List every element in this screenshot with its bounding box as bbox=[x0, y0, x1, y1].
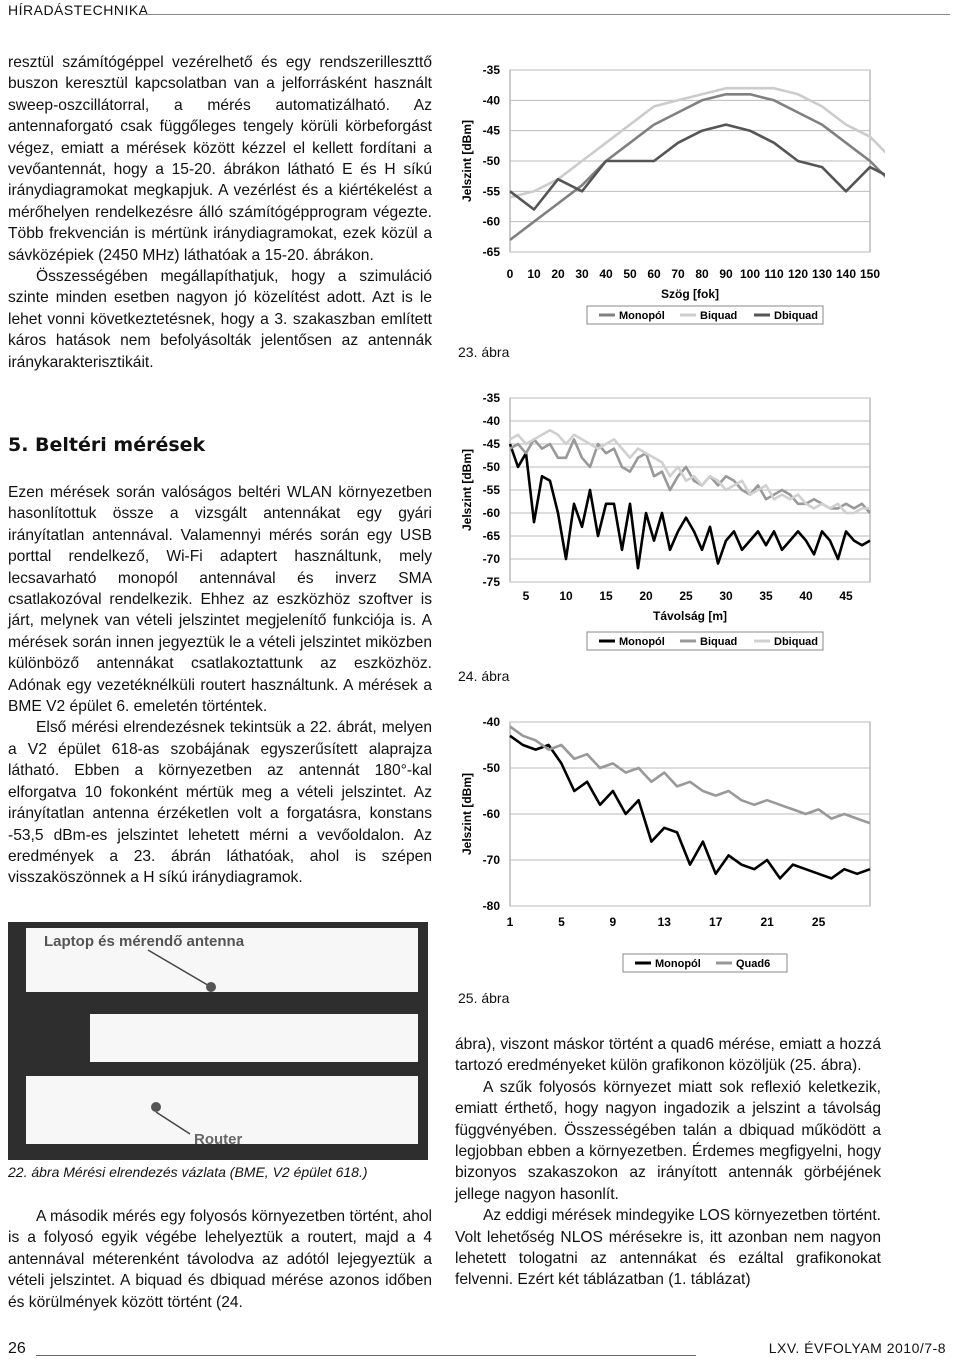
figure-24-caption: 24. ábra bbox=[458, 668, 510, 684]
header-rule bbox=[140, 14, 950, 15]
x-tick-label: 5 bbox=[522, 589, 530, 603]
y-axis-label: Jelszint [dBm] bbox=[460, 119, 474, 203]
right-text bbox=[455, 1034, 881, 1291]
x-tick-label: 45 bbox=[839, 589, 853, 603]
chart-24 bbox=[455, 388, 885, 658]
x-tick-label: 30 bbox=[719, 589, 733, 603]
chart-23-svg bbox=[455, 60, 885, 340]
router-label: Router bbox=[194, 1131, 243, 1148]
laptop-marker bbox=[206, 982, 216, 992]
paragraph-5: A második mérés egy folyosós környezetben történt, ahol is a folyosó egyik végébe lehelyeztük a routert, majd a 4 antennával méterenként távolodva az adótól lejegyeztük a vételi jelszintet. A biquad és dbiquad mérése azonos időben és körülmények között történt (24. bbox=[8, 1208, 432, 1311]
legend-entry: Dbiquad bbox=[774, 310, 818, 322]
x-tick-label: 80 bbox=[695, 267, 709, 281]
legend-entry: Monopól bbox=[655, 958, 701, 970]
x-tick-label: 1 bbox=[506, 915, 514, 929]
y-tick-label: -45 bbox=[482, 123, 500, 138]
x-tick-label: 40 bbox=[599, 267, 613, 281]
y-tick-label: -65 bbox=[482, 529, 500, 543]
section-header: HÍRADÁSTECHNIKA bbox=[8, 2, 149, 18]
y-axis-label: Jelszint [dBm] bbox=[460, 448, 474, 532]
y-tick-label: -50 bbox=[482, 761, 500, 775]
paragraph-1: resztül számítógéppel vezérelhető és egy rendszerilleszttő buszon keresztül kapcsolatban van a jelforrásként használt sweep-oszcillátorral, a mérés automatizálható. Az antennaforgató csak függőleges tengely körüli körbeforgást végez, emiatt a mérések között kézzel el kellett fordítani a vevőantennát, hogy a 15-20. ábrákon látható E és H síkú iránydiagramokat megkapjuk. A vezérlést és a kiértékelést a mérőhelyen rendelkezésre álló számítógépprogram végezte. Több frekvencián is mértünk iránydiagramokat, ezek közül a sávközépiek (2450 MHz) láthatóak a 15-20. ábrákon. bbox=[8, 54, 432, 264]
section-text bbox=[8, 482, 432, 889]
y-tick-label: -40 bbox=[482, 93, 500, 108]
page-number: 26 bbox=[8, 1340, 26, 1357]
legend-entry: Quad6 bbox=[736, 958, 771, 970]
y-tick-label: -35 bbox=[482, 63, 500, 77]
x-tick-label: 70 bbox=[671, 267, 685, 281]
closing-left-text bbox=[8, 1206, 432, 1313]
x-tick-label: 25 bbox=[679, 589, 693, 603]
section-title: 5. Beltéri mérések bbox=[8, 434, 206, 456]
x-tick-label: 90 bbox=[719, 267, 733, 281]
x-tick-label: 30 bbox=[575, 267, 589, 281]
y-tick-label: -60 bbox=[482, 506, 500, 520]
y-tick-label: -75 bbox=[482, 575, 500, 589]
chart-25-svg bbox=[455, 704, 885, 982]
legend-entry: Monopól bbox=[619, 310, 665, 322]
paragraph-4: Első mérési elrendezésnek tekintsük a 22. ábrát, melyen a V2 épület 618-as szobájának egyszerűsített alaprajza látható. Ebben a környezetben az antennát 180°-kal elforgatva 10 fokonként mértük meg a vételi jelszintet. Az irányítatlan antenna érzéketlen volt a forgatásra, konstans -53,5 dBm-es jelszintet lehetett mérni a vevőoldalon. Az eredmények a 23. ábrán láthatóak, ahol is szépen visszaköszönnek a H síkú iránydiagramok. bbox=[8, 719, 432, 887]
y-tick-label: -80 bbox=[482, 899, 500, 913]
paragraph-3: Ezen mérések során valóságos beltéri WLAN környezetben hasonlítottuk össze a vizsgált antennákat egy gyári irányítatlan antennával. Valamennyi mérés során egy USB porttal rendelkező, Wi-Fi adaptert használtunk, mely lecsavarható monopól antennával és inverz SMA csatlakozóval rendelkezik. Ehhez az eszközhöz szoftver is járt, melynek van vételi jelszintet megjelenítő funkciója is. A mérések során innen jegyeztük le a vételi jelszintet miközben különböző antennákat csatlakoztattunk az eszközhöz. Adónak egy vezetéknélküli routert használtunk. A mérések a BME V2 épület 6. emeletén történtek. bbox=[8, 484, 432, 716]
chart-24-svg bbox=[455, 388, 885, 658]
x-tick-label: 10 bbox=[559, 589, 573, 603]
x-tick-label: 20 bbox=[551, 267, 565, 281]
x-tick-label: 10 bbox=[527, 267, 541, 281]
x-axis-label: Szög [fok] bbox=[661, 287, 719, 301]
paragraph-8: Az eddigi mérések mindegyike LOS környezetben történt. Volt lehetőség NLOS mérésekre is, itt azonban nem nagyon lehetett tologatni az antennákat és ezáltal grafikonokat felvenni. Ezért két táblázatban (1. táblázat) bbox=[455, 1207, 881, 1289]
x-tick-label: 17 bbox=[709, 915, 723, 929]
x-tick-label: 13 bbox=[657, 915, 671, 929]
floor-plan-figure bbox=[8, 922, 428, 1160]
x-tick-label: 25 bbox=[811, 915, 826, 929]
figure-25-caption: 25. ábra bbox=[458, 990, 510, 1006]
legend-entry: Dbiquad bbox=[774, 636, 818, 648]
footer-rule bbox=[36, 1355, 696, 1356]
x-tick-label: 21 bbox=[760, 915, 774, 929]
y-tick-label: -45 bbox=[482, 437, 500, 451]
x-tick-label: 0 bbox=[506, 267, 514, 281]
paragraph-7: A szűk folyosós környezet miatt sok reflexió keletkezik, emiatt érthető, hogy nagyon ingadozik a jelszint a távolság függvényében. Összességében talán a dbiquad működött a legjobban ebben a környezetben. Érdemes megfigyelni, hogy bizonyos szakaszokon az irányított antennák görbéjének jellege nagyon hasonlít. bbox=[455, 1078, 881, 1203]
paragraph-2: Összességében megállapíthatjuk, hogy a szimuláció szinte minden esetben nagyon jó közelítést adott. Azt is le lehet vonni következtetésnek, hogy a 3. szakaszban említett káros hatások nem befolyásolták jelentősen az antennák iránykarakterisztikáit. bbox=[8, 268, 432, 371]
y-tick-label: -55 bbox=[482, 483, 500, 497]
y-tick-label: -50 bbox=[482, 154, 500, 168]
x-tick-label: 35 bbox=[759, 589, 773, 603]
router-marker bbox=[151, 1102, 161, 1112]
chart-23 bbox=[455, 60, 885, 340]
y-tick-label: -70 bbox=[482, 853, 500, 867]
y-tick-label: -40 bbox=[482, 715, 500, 729]
x-axis-label: Távolság [m] bbox=[652, 609, 728, 623]
x-tick-label: 20 bbox=[639, 589, 653, 603]
x-tick-label: 120 bbox=[787, 267, 809, 281]
paragraph-6: ábra), viszont máskor történt a quad6 mérése, emiatt a hozzá tartozó eredményeket külön grafikonon közöljük (25. ábra). bbox=[455, 1036, 881, 1075]
x-tick-label: 15 bbox=[599, 589, 613, 603]
volume-label: LXV. ÉVFOLYAM 2010/7-8 bbox=[768, 1340, 946, 1356]
y-tick-label: -60 bbox=[482, 807, 500, 821]
intro-text bbox=[8, 52, 432, 373]
legend-entry: Biquad bbox=[700, 310, 738, 322]
x-tick-label: 50 bbox=[623, 267, 637, 281]
legend-entry: Biquad bbox=[700, 636, 738, 648]
y-tick-label: -65 bbox=[482, 245, 500, 259]
y-tick-label: -70 bbox=[482, 552, 500, 566]
x-tick-label: 40 bbox=[799, 589, 813, 603]
y-tick-label: -50 bbox=[482, 460, 500, 474]
laptop-label: Laptop és mérendő antenna bbox=[44, 933, 245, 950]
y-axis-label: Jelszint [dBm] bbox=[460, 772, 474, 856]
y-tick-label: -60 bbox=[482, 214, 500, 229]
legend-entry: Monopól bbox=[619, 636, 665, 648]
figure-23-caption: 23. ábra bbox=[458, 344, 510, 360]
y-tick-label: -35 bbox=[482, 391, 500, 405]
x-tick-label: 130 bbox=[811, 267, 833, 281]
figure-22-caption: 22. ábra Mérési elrendezés vázlata (BME, V2 épület 618.) bbox=[8, 1164, 368, 1180]
x-tick-label: 110 bbox=[764, 267, 784, 281]
x-tick-label: 150 bbox=[859, 267, 881, 281]
x-tick-label: 60 bbox=[647, 267, 661, 281]
x-tick-label: 5 bbox=[558, 915, 565, 929]
x-tick-label: 9 bbox=[609, 915, 617, 929]
y-tick-label: -55 bbox=[482, 184, 500, 199]
x-tick-label: 100 bbox=[739, 267, 761, 281]
x-tick-label: 140 bbox=[835, 267, 857, 281]
y-tick-label: -40 bbox=[482, 414, 500, 428]
chart-25 bbox=[455, 704, 885, 982]
